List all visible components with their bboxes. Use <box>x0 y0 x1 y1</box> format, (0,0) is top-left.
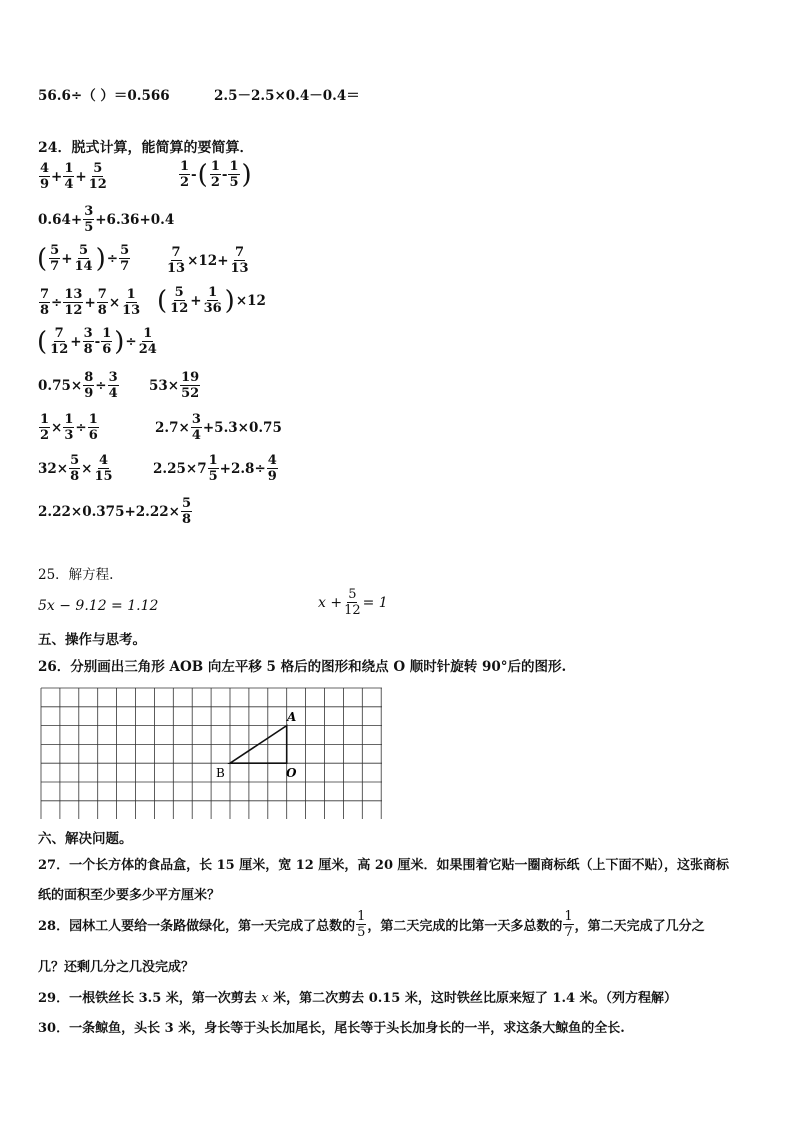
q25-equation-2: x + $\frac{5}{12}$ = 1 <box>318 587 388 618</box>
q24-expr-14: 2.25×7 $\frac{1}{5}$ +2.8÷ $\frac{4}{9}$ <box>153 453 277 484</box>
q24-expr-11: $\frac{1}{2}$ × $\frac{1}{3}$ ÷ $\frac{1}{6}$ <box>40 412 98 443</box>
section-6-heading: 六、解决问题。 <box>38 831 133 847</box>
q27-line-2: 纸的面积至少要多少平方厘米？ <box>38 888 221 903</box>
q28-line-1: 28．园林工人要给一条路做绿化，第一天完成了总数的 $\frac{1}{5}$ ，第二天完成的比第一天多总数的 $\frac{1}{7}$ ，第二天完成了几分之 <box>38 909 705 940</box>
q24-expr-8: ( $\frac{7}{12}$ + $\frac{3}{8}$ - $\frac{1}{6}$ ) ÷ $\frac{1}{24}$ <box>37 326 157 357</box>
q30-text: 30．一条鲸鱼，头长 3 米，身长等于头长加尾长，尾长等于头长加身长的一半，求这条大鲸鱼的全长. <box>38 1021 625 1036</box>
q24-expr-15: 2.22×0.375+2.22× $\frac{5}{8}$ <box>38 496 192 527</box>
q24-expr-13: 32× $\frac{5}{8}$ × $\frac{4}{15}$ <box>38 453 113 484</box>
q24-expr-12: 2.7× $\frac{3}{4}$ +5.3×0.75 <box>155 412 282 443</box>
q24-expr-5: $\frac{7}{13}$ ×12+ $\frac{7}{13}$ <box>167 245 249 276</box>
q29-text: 29．一根铁丝长 3.5 米，第一次剪去 x 米，第二次剪去 0.15 米，这时铁丝比原来短了 1.4 米。（列方程解） <box>38 991 678 1006</box>
q24-expr-3: 0.64+ $\frac{3}{5}$ +6.36+0.4 <box>38 204 175 235</box>
top-equation-left: 56.6÷（ ）＝0.566 <box>38 88 170 104</box>
q25-equation-1: 5x − 9.12 = 1.12 <box>38 598 159 614</box>
q24-title: 24．脱式计算，能简算的要简算． <box>38 140 254 156</box>
q24-expr-4: ( $\frac{5}{7}$ + $\frac{5}{14}$ ) ÷ $\frac{5}{7}$ <box>37 243 130 274</box>
q24-expr-7: ( $\frac{5}{12}$ + $\frac{1}{36}$ ) ×12 <box>157 285 266 316</box>
grid-figure <box>40 687 382 819</box>
label-a: A <box>287 710 297 724</box>
top-equation-right: 2.5－2.5×0.4－0.4＝ <box>214 88 360 104</box>
q25-title: 25．解方程. <box>38 567 114 583</box>
label-b: B <box>216 766 225 780</box>
section-5-heading: 五、操作与思考。 <box>38 632 146 648</box>
q24-expr-6: $\frac{7}{8}$ ÷ $\frac{13}{12}$ + $\frac{7}{8}$ × $\frac{1}{13}$ <box>40 287 141 318</box>
q24-expr-2: $\frac{1}{2}$ - ( $\frac{1}{2}$ - $\frac{1}{5}$ ) <box>180 159 252 190</box>
q24-expr-1: $\frac{4}{9}$ + $\frac{1}{4}$ + $\frac{5}{12}$ <box>40 161 107 192</box>
q24-expr-9: 0.75× $\frac{8}{9}$ ÷ $\frac{3}{4}$ <box>38 370 118 401</box>
q27-line-1: 27．一个长方体的食品盒，长 15 厘米，宽 12 厘米，高 20 厘米．如果围着它贴一圈商标纸（上下面不贴），这张商标 <box>38 858 730 873</box>
q24-expr-10: 53× $\frac{19}{52}$ <box>149 370 200 401</box>
q28-line-2: 几？还剩几分之几没完成？ <box>38 960 195 975</box>
q26-title: 26．分别画出三角形 AOB 向左平移 5 格后的图形和绕点 O 顺时针旋转 90°后的图形. <box>38 659 567 675</box>
label-o: O <box>286 766 297 780</box>
